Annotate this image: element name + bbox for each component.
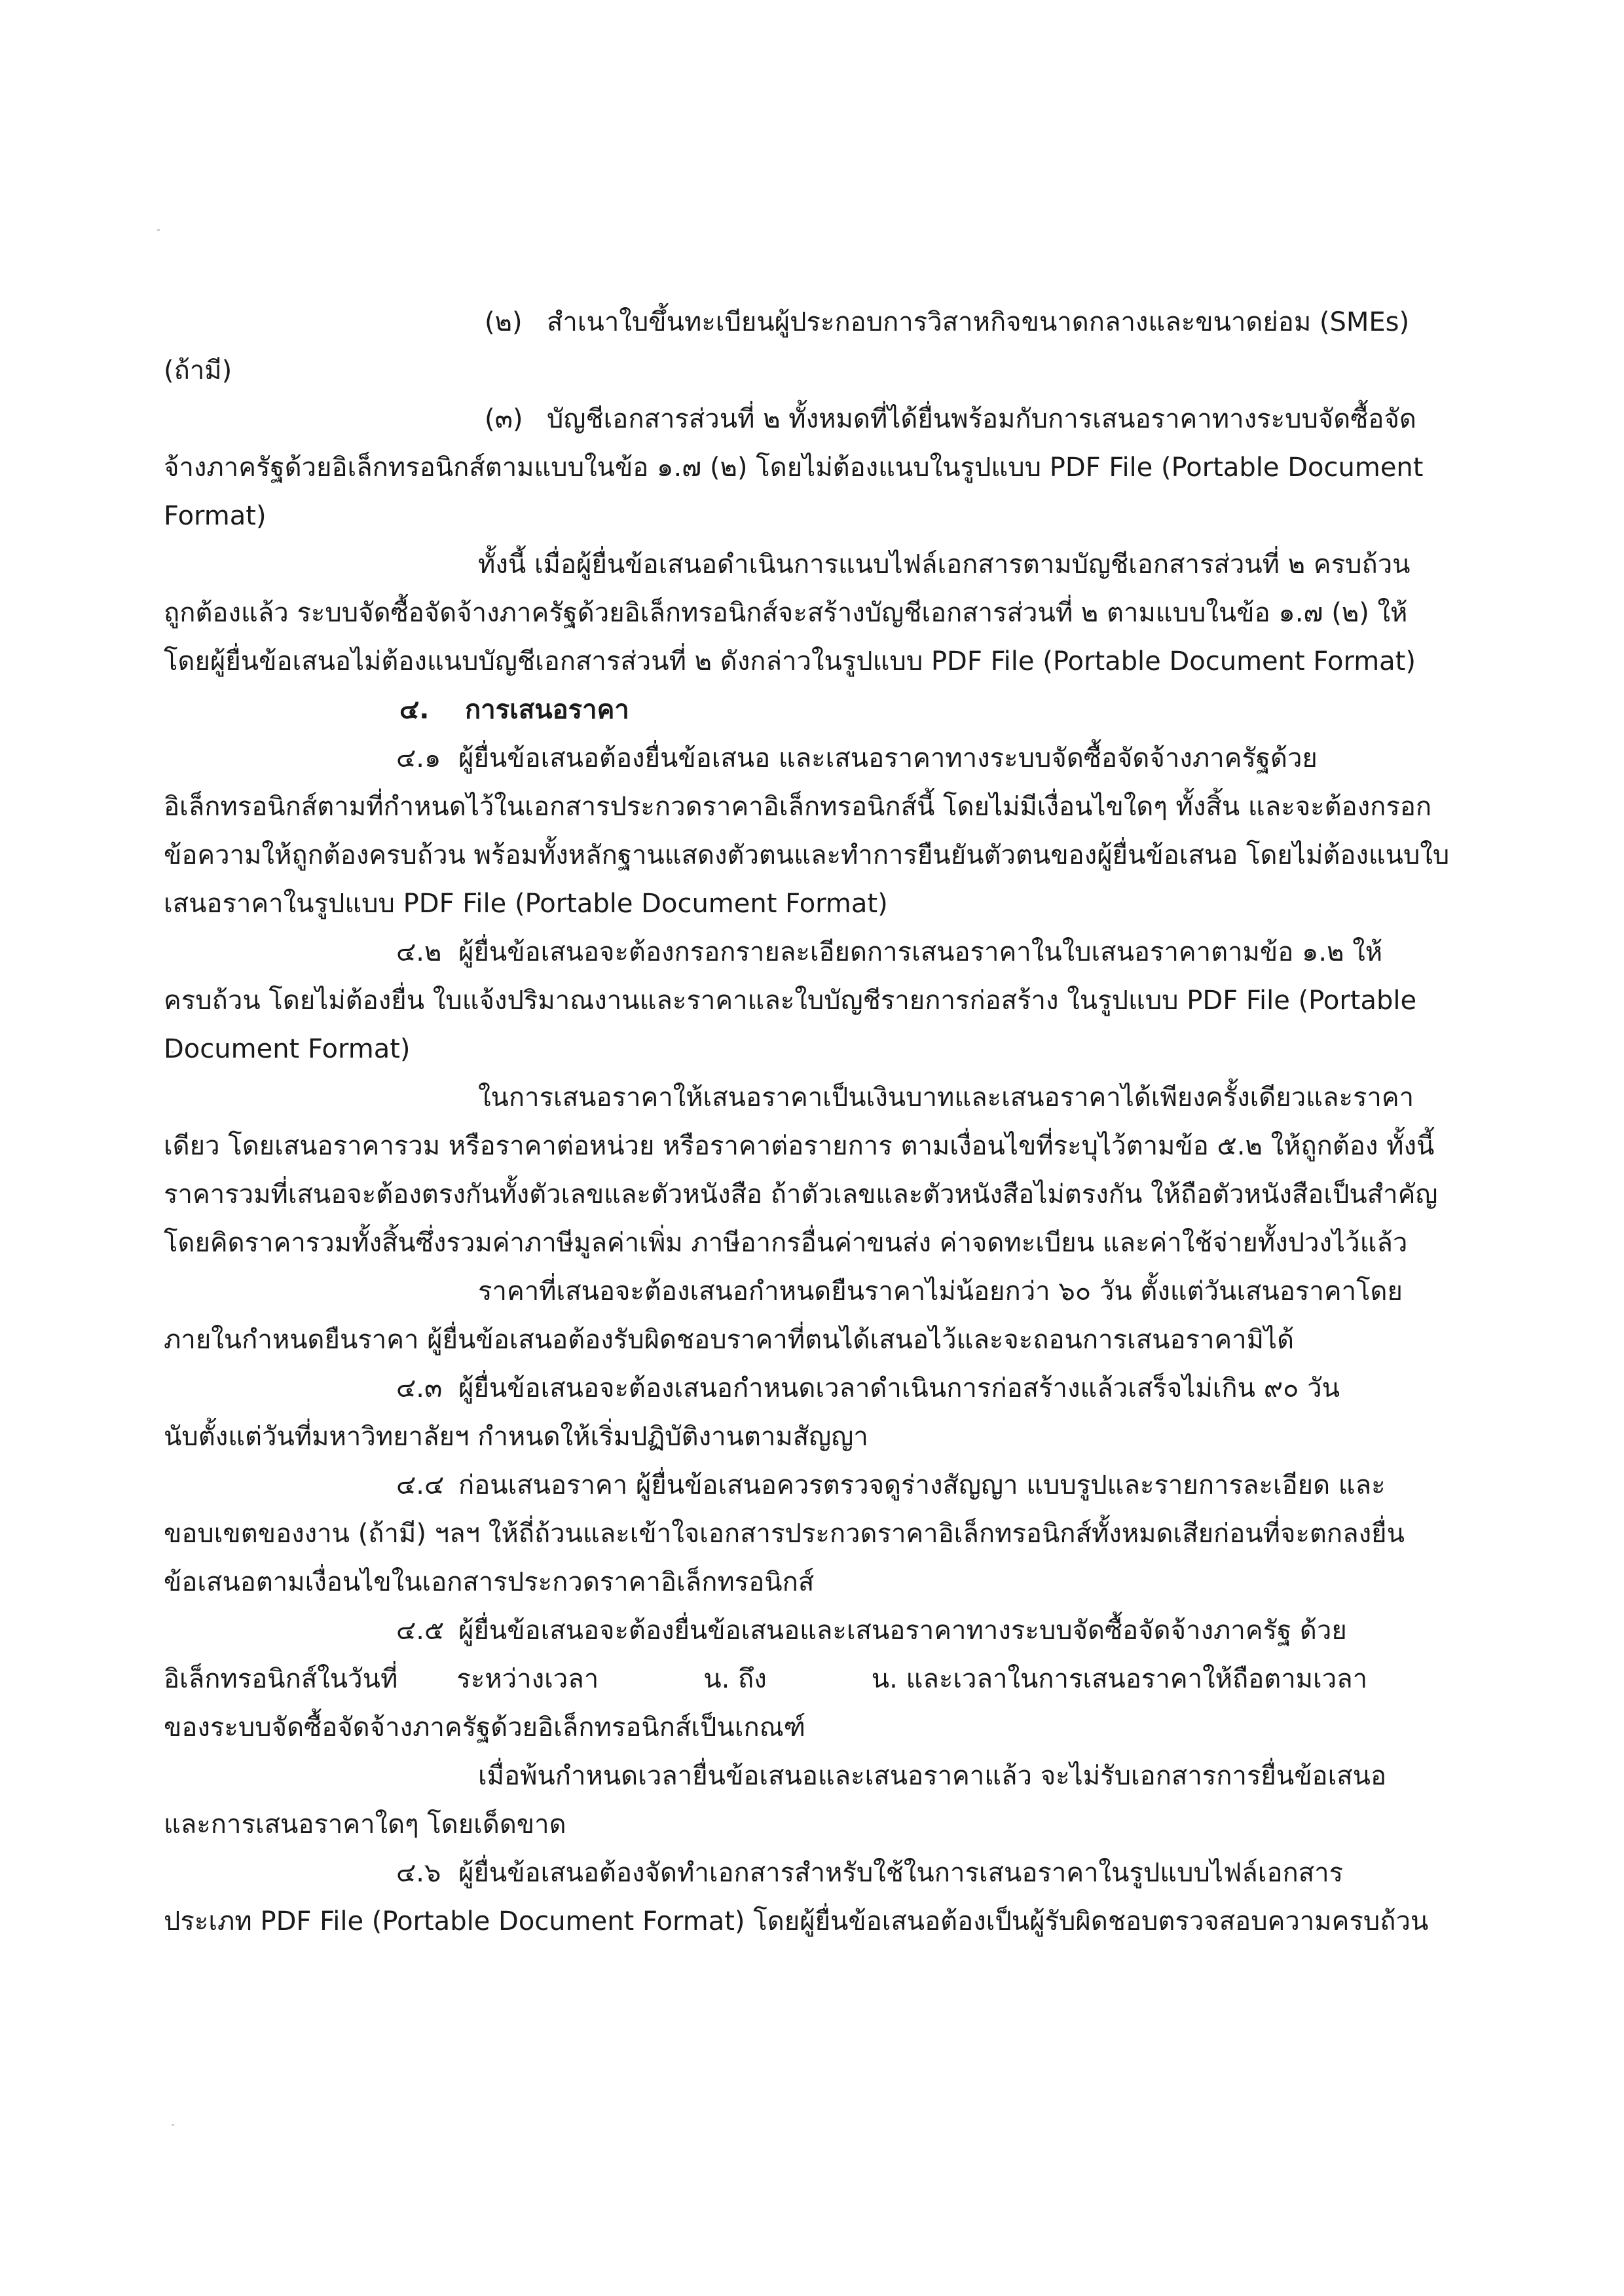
clause-4-4-line-2 [164, 1509, 1428, 1558]
scan-speck [157, 229, 160, 231]
clause-4-5-text-2d: น. และเวลาในการเสนอราคาให้ถือตามเวลา [871, 1664, 1368, 1694]
note-text-3: โดยผู้ยื่นข้อเสนอไม่ต้องแนบบัญชีเอกสารส่วนที่ ๒ ดังกล่าวในรูปแบบ PDF File (Portable Document Format) [164, 646, 1416, 676]
item-2-number: (๒) [485, 307, 523, 337]
clause-4-4-text-1: ก่อนเสนอราคา ผู้ยื่นข้อเสนอควรตรวจดูร่างสัญญา แบบรูปและรายการละเอียด และ [458, 1470, 1386, 1500]
clause-4-5-text-2b: ระหว่างเวลา [456, 1664, 599, 1694]
clause-4-6-number: ๔.๖ [396, 1858, 441, 1888]
price-line-2 [164, 1122, 1435, 1170]
clause-4-4-number: ๔.๔ [396, 1470, 445, 1500]
item-2-line-2 [164, 346, 1428, 395]
item-2-cont: (ถ้ามี) [164, 356, 232, 386]
item-3-text-2: จ้างภาครัฐด้วยอิเล็กทรอนิกส์ตามแบบในข้อ ๑.๗ (๒) โดยไม่ต้องแนบในรูปแบบ PDF File (Portable Document [164, 453, 1424, 483]
clause-4-5-number: ๔.๕ [396, 1616, 445, 1646]
note-text-1: ทั้งนี้ เมื่อผู้ยื่นข้อเสนอดำเนินการแนบไฟล์เอกสารตามบัญชีเอกสารส่วนที่ ๒ ครบถ้วน [478, 549, 1411, 580]
price-text-3: ราคารวมที่เสนอจะต้องตรงกันทั้งตัวเลขและตัวหนังสือ ถ้าตัวเลขและตัวหนังสือไม่ตรงกัน ให้ถือตัวหนังสือเป็นสำคัญ [164, 1179, 1438, 1210]
clause-4-6-text-1: ผู้ยื่นข้อเสนอต้องจัดทำเอกสารสำหรับใช้ในการเสนอราคาในรูปแบบไฟล์เอกสาร [458, 1858, 1344, 1888]
clause-4-6-text-2: ประเภท PDF File (Portable Document Format) โดยผู้ยื่นข้อเสนอต้องเป็นผู้รับผิดชอบตรวจสอบความครบถ้วน [164, 1906, 1429, 1936]
validity-line-1 [164, 1267, 1428, 1316]
validity-text-1: ราคาที่เสนอจะต้องเสนอกำหนดยืนราคาไม่น้อยกว่า ๖๐ วัน ตั้งแต่วันเสนอราคาโดย [478, 1276, 1403, 1306]
price-text-1: ในการเสนอราคาให้เสนอราคาเป็นเงินบาทและเสนอราคาได้เพียงครั้งเดียวและราคา [478, 1083, 1414, 1113]
price-line-4 [164, 1219, 1428, 1267]
clause-4-2-text-2: ครบถ้วน โดยไม่ต้องยื่น ใบแจ้งปริมาณงานและราคาและใบบัญชีรายการก่อสร้าง ในรูปแบบ PDF File (Portable [164, 986, 1417, 1016]
price-text-4: โดยคิดราคารวมทั้งสิ้นซึ่งรวมค่าภาษีมูลค่าเพิ่ม ภาษีอากรอื่นค่าขนส่ง ค่าจดทะเบียน และค่าใช้จ่ายทั้งปวงไว้แล้ว [164, 1228, 1408, 1258]
section-4-title: การเสนอราคา [465, 695, 629, 725]
clause-4-1-line-4 [164, 880, 1428, 928]
clause-4-1-number: ๔.๑ [396, 743, 441, 773]
deadline-text-2: และการเสนอราคาใดๆ โดยเด็ดขาด [164, 1809, 566, 1840]
clause-4-1-text-4: เสนอราคาในรูปแบบ PDF File (Portable Document Format) [164, 889, 888, 919]
clause-4-3-text-2: นับตั้งแต่วันที่มหาวิทยาลัยฯ กำหนดให้เริ่มปฏิบัติงานตามสัญญา [164, 1422, 868, 1452]
note-line-1 [164, 540, 1428, 589]
clause-4-5-text-3: ของระบบจัดซื้อจัดจ้างภาครัฐด้วยอิเล็กทรอนิกส์เป็นเกณฑ์ [164, 1713, 805, 1743]
clause-4-5-line-1 [164, 1606, 1428, 1655]
clause-4-1-line-1 [164, 734, 1428, 783]
item-3-line-1 [164, 395, 1428, 443]
clause-4-1-line-3 [164, 831, 1450, 880]
item-2-text: สำเนาใบขึ้นทะเบียนผู้ประกอบการวิสาหกิจขนาดกลางและขนาดย่อม (SMEs) [547, 307, 1410, 337]
clause-4-5-text-1: ผู้ยื่นข้อเสนอจะต้องยื่นข้อเสนอและเสนอราคาทางระบบจัดซื้อจัดจ้างภาครัฐ ด้วย [458, 1616, 1347, 1646]
item-3-line-2 [164, 443, 1428, 492]
clause-4-2-number: ๔.๒ [396, 937, 442, 967]
clause-4-2-line-3 [164, 1025, 1428, 1073]
scan-speck [172, 2124, 174, 2126]
clause-4-5-line-2 [164, 1655, 1428, 1703]
clause-4-2-line-2 [164, 976, 1428, 1025]
item-3-text-1: บัญชีเอกสารส่วนที่ ๒ ทั้งหมดที่ได้ยื่นพร้อมกับการเสนอราคาทางระบบจัดซื้อจัด [547, 404, 1416, 434]
clause-4-1-text-2: อิเล็กทรอนิกส์ตามที่กำหนดไว้ในเอกสารประกวดราคาอิเล็กทรอนิกส์นี้ โดยไม่มีเงื่อนไขใดๆ ทั้งสิ้น และจะต้องกรอก [164, 792, 1432, 822]
note-line-3 [164, 637, 1428, 686]
clause-4-4-text-2: ขอบเขตของงาน (ถ้ามี) ฯลฯ ให้ถี่ถ้วนและเข้าใจเอกสารประกวดราคาอิเล็กทรอนิกส์ทั้งหมดเสียก่อนที่จะตกลงยื่น [164, 1519, 1405, 1549]
item-2-line-1 [164, 298, 1428, 346]
clause-4-1-text-1: ผู้ยื่นข้อเสนอต้องยื่นข้อเสนอ และเสนอราคาทางระบบจัดซื้อจัดจ้างภาครัฐด้วย [458, 743, 1318, 773]
clause-4-2-line-1 [164, 928, 1428, 976]
clause-4-3-line-1 [164, 1364, 1428, 1413]
clause-4-5-text-2a: อิเล็กทรอนิกส์ในวันที่ [164, 1664, 398, 1694]
clause-4-4-text-3: ข้อเสนอตามเงื่อนไขในเอกสารประกวดราคาอิเล็กทรอนิกส์ [164, 1567, 815, 1597]
document-body [164, 298, 1450, 1946]
clause-4-3-number: ๔.๓ [396, 1373, 443, 1403]
clause-4-5-line-3 [164, 1703, 1428, 1752]
clause-4-4-line-3 [164, 1558, 1428, 1606]
deadline-line-2 [164, 1800, 1428, 1849]
price-text-2: เดียว โดยเสนอราคารวม หรือราคาต่อหน่วย หรือราคาต่อรายการ ตามเงื่อนไขที่ระบุไว้ตามข้อ ๕.๒ ให้ถูกต้อง ทั้งนี้ [164, 1131, 1435, 1161]
clause-4-5-text-2c: น. ถึง [703, 1664, 767, 1694]
validity-text-2: ภายในกำหนดยืนราคา ผู้ยื่นข้อเสนอต้องรับผิดชอบราคาที่ตนได้เสนอไว้และจะถอนการเสนอราคามิได้ [164, 1325, 1295, 1355]
clause-4-6-line-1 [164, 1849, 1428, 1897]
clause-4-1-text-3: ข้อความให้ถูกต้องครบถ้วน พร้อมทั้งหลักฐานแสดงตัวตนและทำการยืนยันตัวตนของผู้ยื่นข้อเสนอ โดยไม่ต้องแนบใบ [164, 840, 1450, 870]
note-text-2: ถูกต้องแล้ว ระบบจัดซื้อจัดจ้างภาครัฐด้วยอิเล็กทรอนิกส์จะสร้างบัญชีเอกสารส่วนที่ ๒ ตามแบบในข้อ ๑.๗ (๒) ให้ [164, 598, 1408, 628]
clause-4-3-text-1: ผู้ยื่นข้อเสนอจะต้องเสนอกำหนดเวลาดำเนินการก่อสร้างแล้วเสร็จไม่เกิน ๙๐ วัน [458, 1373, 1340, 1403]
price-line-1 [164, 1073, 1428, 1122]
clause-4-2-text-3: Document Format) [164, 1034, 411, 1064]
item-3-text-3: Format) [164, 501, 267, 531]
deadline-text-1: เมื่อพ้นกำหนดเวลายื่นข้อเสนอและเสนอราคาแล้ว จะไม่รับเอกสารการยื่นข้อเสนอ [478, 1761, 1387, 1791]
section-4-number: ๔. [399, 695, 430, 725]
deadline-line-1 [164, 1752, 1428, 1800]
section-4-heading [164, 686, 1428, 734]
clause-4-1-line-2 [164, 783, 1432, 831]
note-line-2 [164, 589, 1428, 637]
clause-4-6-line-2 [164, 1897, 1428, 1946]
item-3-line-3 [164, 492, 1428, 540]
price-line-3 [164, 1170, 1438, 1219]
item-3-number: (๓) [485, 404, 523, 434]
clause-4-4-line-1 [164, 1461, 1428, 1509]
validity-line-2 [164, 1316, 1428, 1364]
clause-4-2-text-1: ผู้ยื่นข้อเสนอจะต้องกรอกรายละเอียดการเสนอราคาในใบเสนอราคาตามข้อ ๑.๒ ให้ [458, 937, 1383, 967]
clause-4-3-line-2 [164, 1413, 1428, 1461]
